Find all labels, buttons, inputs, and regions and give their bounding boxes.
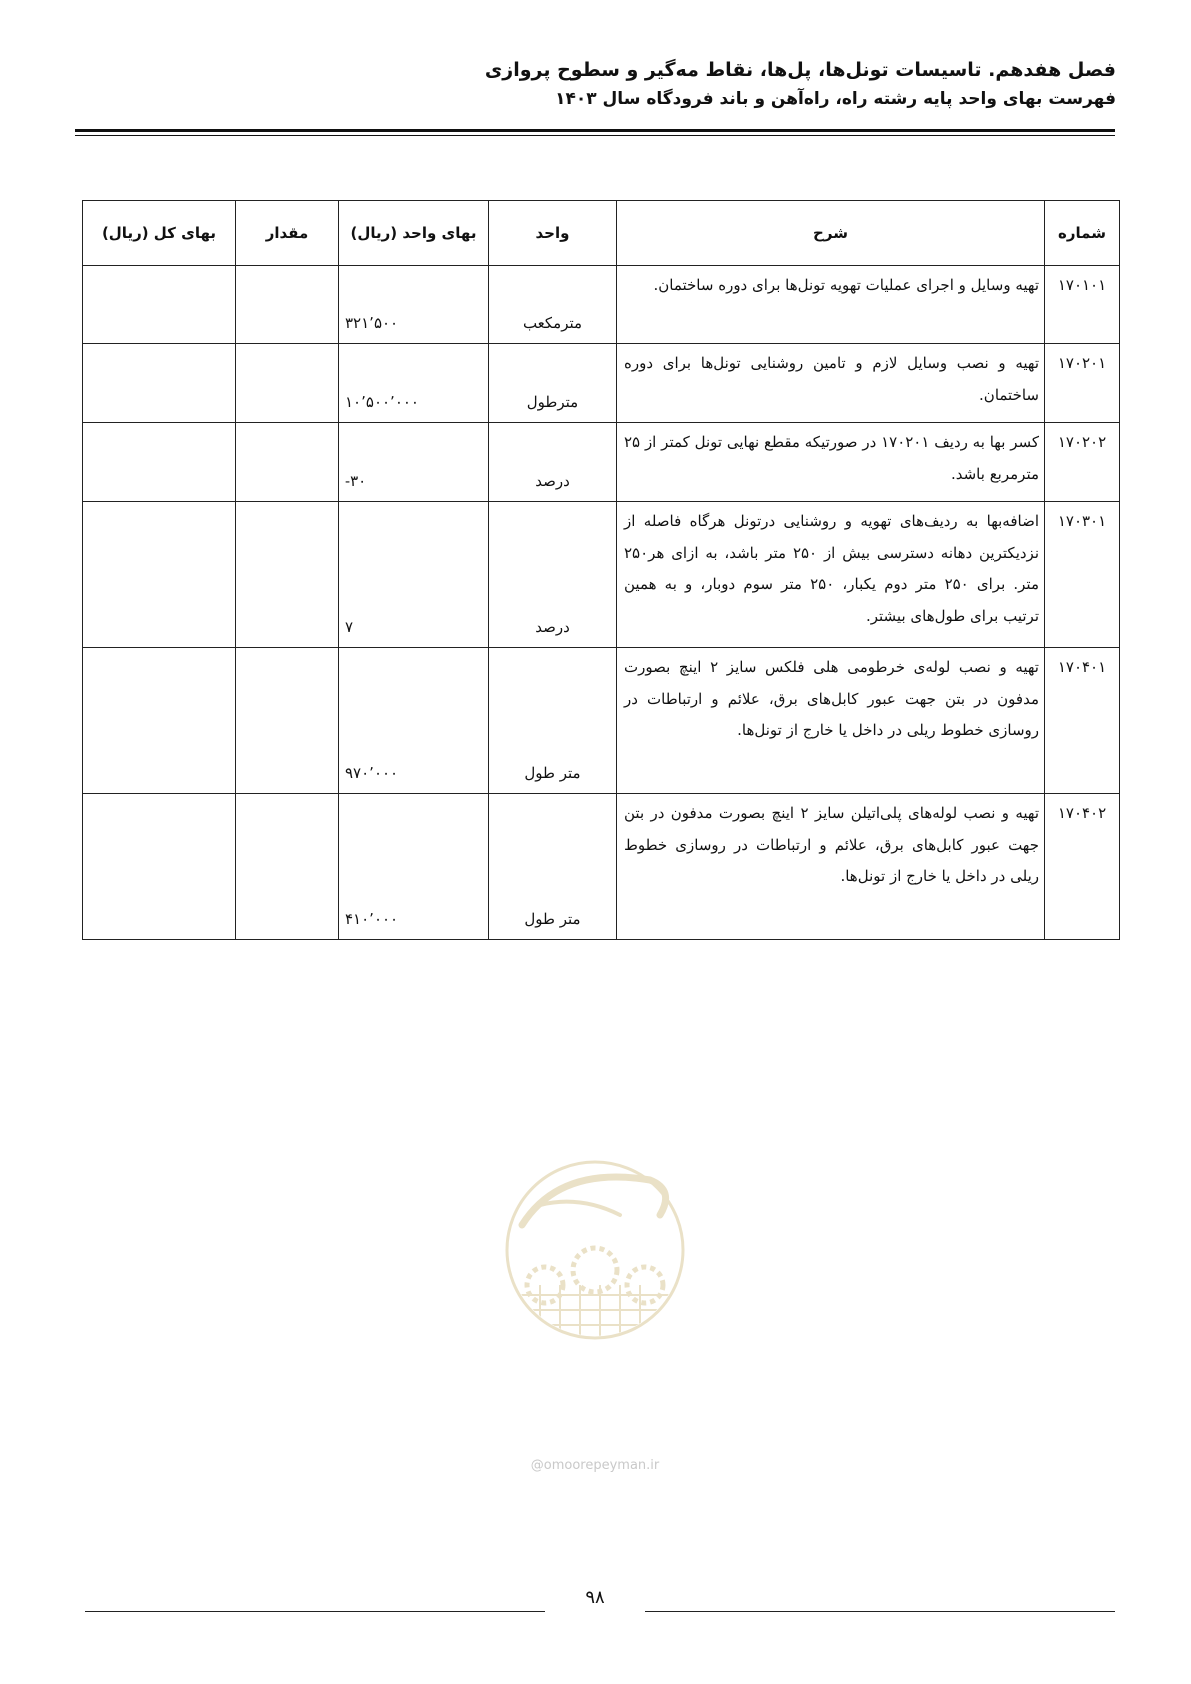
row-description: تهیه و نصب لوله‌های پلی‌اتیلن سایز ۲ اینچ بصورت مدفون در بتن جهت عبور کابل‌های برق، علائم و ارتباطات در روسازی خطوط ریلی در داخل یا خارج از تونل‌ها.	[617, 794, 1045, 940]
row-total-price	[83, 266, 236, 344]
row-total-price	[83, 648, 236, 794]
list-title: فهرست بهای واحد پایه رشته راه، راه‌آهن و باند فرودگاه سال ۱۴۰۳	[555, 89, 1116, 109]
row-total-price	[83, 344, 236, 423]
watermark-logo	[500, 1145, 690, 1355]
header-rule-thick	[75, 129, 1115, 132]
row-total-price	[83, 502, 236, 648]
table-row	[83, 794, 1120, 940]
row-quantity	[236, 266, 339, 344]
row-code: ۱۷۰۴۰۲	[1045, 794, 1120, 940]
row-quantity	[236, 423, 339, 502]
row-code: ۱۷۰۲۰۱	[1045, 344, 1120, 423]
row-code: ۱۷۰۳۰۱	[1045, 502, 1120, 648]
row-unit: مترمکعب	[489, 266, 617, 344]
row-total-price	[83, 794, 236, 940]
row-description: تهیه وسایل و اجرای عملیات تهویه تونل‌ها برای دوره ساختمان.	[617, 266, 1045, 344]
row-unit: درصد	[489, 502, 617, 648]
row-unit-price: -۳۰	[339, 423, 489, 502]
row-quantity	[236, 648, 339, 794]
column-header-total-price: بهای کل (ریال)	[83, 201, 236, 266]
row-unit: مترطول	[489, 344, 617, 423]
row-total-price	[83, 423, 236, 502]
row-quantity	[236, 502, 339, 648]
row-description: تهیه و نصب وسایل لازم و تامین روشنایی تونل‌ها برای دوره ساختمان.	[617, 344, 1045, 423]
footer-rule-left	[85, 1611, 545, 1612]
row-unit-price: ۴۱۰٬۰۰۰	[339, 794, 489, 940]
table-row	[83, 648, 1120, 794]
table-row	[83, 344, 1120, 423]
row-quantity	[236, 344, 339, 423]
column-header-code: شماره	[1045, 201, 1120, 266]
table-row	[83, 502, 1120, 648]
page-header	[76, 55, 1116, 113]
row-unit: متر طول	[489, 648, 617, 794]
column-header-unit: واحد	[489, 201, 617, 266]
chapter-title: فصل هفدهم. تاسیسات تونل‌ها، پل‌ها، نقاط مه‌گیر و سطوح پروازی	[484, 59, 1116, 81]
table-row	[83, 266, 1120, 344]
header-rule-thin	[75, 135, 1115, 136]
row-description: تهیه و نصب لوله‌ی خرطومی هلی فلکس سایز ۲ اینچ بصورت مدفون در بتن جهت عبور کابل‌های برق، علائم و ارتباطات در روسازی خطوط ریلی در داخل یا خارج از تونل‌ها.	[617, 648, 1045, 794]
page-number: ۹۸	[585, 1587, 605, 1608]
row-description: کسر بها به ردیف ۱۷۰۲۰۱ در صورتیکه مقطع نهایی تونل کمتر از ۲۵ مترمربع باشد.	[617, 423, 1045, 502]
row-code: ۱۷۰۴۰۱	[1045, 648, 1120, 794]
row-description: اضافه‌بها به ردیف‌های تهویه و روشنایی درتونل هرگاه فاصله از نزدیکترین دهانه دسترسی بیش از ۲۵۰ متر باشد، به ازای هر۲۵۰ متر. برای ۲۵۰ متر دوم یکبار، ۲۵۰ متر سوم دوبار، و به همین ترتیب برای طول‌های بیشتر.	[617, 502, 1045, 648]
row-unit: متر طول	[489, 794, 617, 940]
row-unit-price: ۳۲۱٬۵۰۰	[339, 266, 489, 344]
row-code: ۱۷۰۲۰۲	[1045, 423, 1120, 502]
row-unit-price: ۷	[339, 502, 489, 648]
price-list-table	[82, 200, 1120, 940]
row-unit-price: ۹۷۰٬۰۰۰	[339, 648, 489, 794]
column-header-description: شرح	[617, 201, 1045, 266]
table-row	[83, 423, 1120, 502]
row-unit-price: ۱۰٬۵۰۰٬۰۰۰	[339, 344, 489, 423]
footer-rule-right	[645, 1611, 1115, 1612]
row-quantity	[236, 794, 339, 940]
column-header-unit-price: بهای واحد (ریال)	[339, 201, 489, 266]
row-code: ۱۷۰۱۰۱	[1045, 266, 1120, 344]
watermark-url: @omoorepeyman.ir	[530, 1458, 660, 1473]
table-header-row	[83, 201, 1120, 266]
row-unit: درصد	[489, 423, 617, 502]
column-header-quantity: مقدار	[236, 201, 339, 266]
